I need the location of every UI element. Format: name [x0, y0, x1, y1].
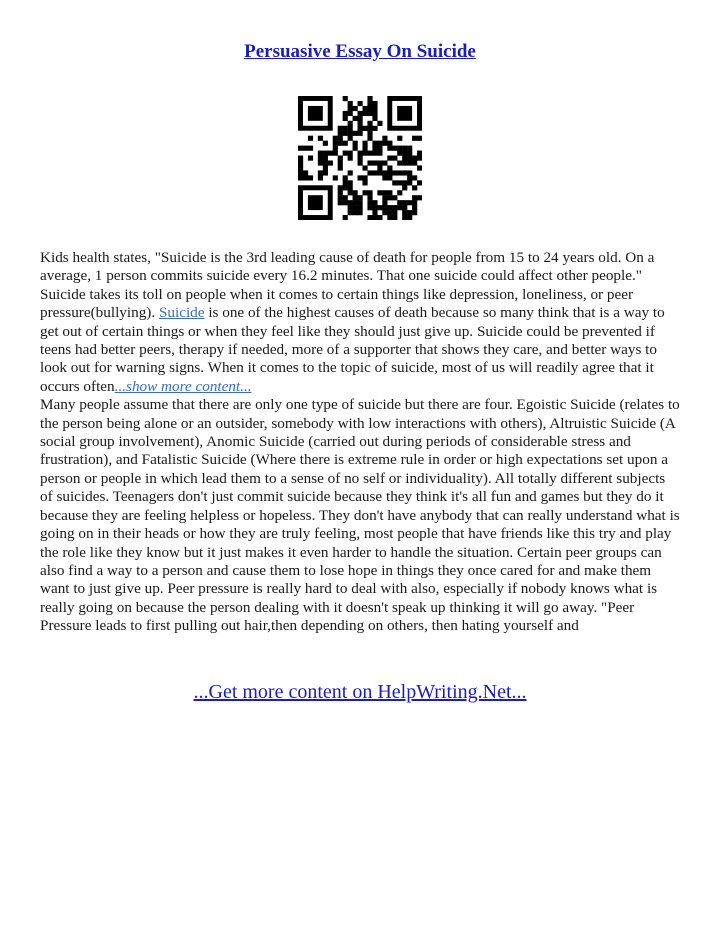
get-more-content-link[interactable]: ...Get more content on HelpWriting.Net... [193, 681, 527, 703]
qr-code-icon [298, 96, 422, 220]
essay-body [40, 249, 680, 636]
paragraph-1 [40, 249, 680, 396]
paragraph-1-text-b: is one of the highest causes of death because so many think that is a way to get out of certain things or when they feel like they should just give up. Suicide could be prevented if teens had better peers, therapy if needed, more of a supporter that shows they care, and better ways to look out for warning signs. When it comes to the topic of suicide, most of us will readily agree that it occurs often [40, 304, 665, 395]
show-more-link[interactable]: ...show more content... [114, 377, 252, 395]
document-title[interactable]: Persuasive Essay On Suicide [244, 41, 476, 62]
paragraph-1-text-a: Kids health states, "Suicide is the 3rd leading cause of death for people from 15 to 24 years old. On a average, 1 person commits suicide every 16.2 minutes. That one suicide could affect other people." Suicide takes its toll on people when it comes to certain things like depression, loneliness, or peer pressure(bullying). [40, 249, 655, 322]
paragraph-2: Many people assume that there are only one type of suicide but there are four. Egoistic Suicide (relates to the person being alone or an outsider, somebody with low interactions with others), Altruistic Suicide (A social group involvement), Anomic Suicide (carried out during periods of considerable stress and frustration), and Fatalistic Suicide (Where there is extreme rule in order or high expectations set upon a person or people in which lead them to a sense of no self or individuality). All totally different subjects of suicides. Teenagers don't just commit suicide because they think it's all fun and games but they do it because they are feeling helpless or hopeless. They don't have anybody that can really understand what is going on in their heads or how they are truly feeling, most people that have friends like this try and play the role like they know but it just makes it even harder to handle the situation. Certain peer groups can also find a way to a person and cause them to lose hope in things they once cared for and make them want to just give up. Peer pressure is really hard to deal with also, especially if nobody knows what is really going on because the person dealing with it doesn't speak up thinking it will go away. "Peer Pressure leads to first pulling out hair,then depending on others, then hating yourself and [40, 396, 680, 635]
suicide-link[interactable]: Suicide [158, 304, 205, 322]
